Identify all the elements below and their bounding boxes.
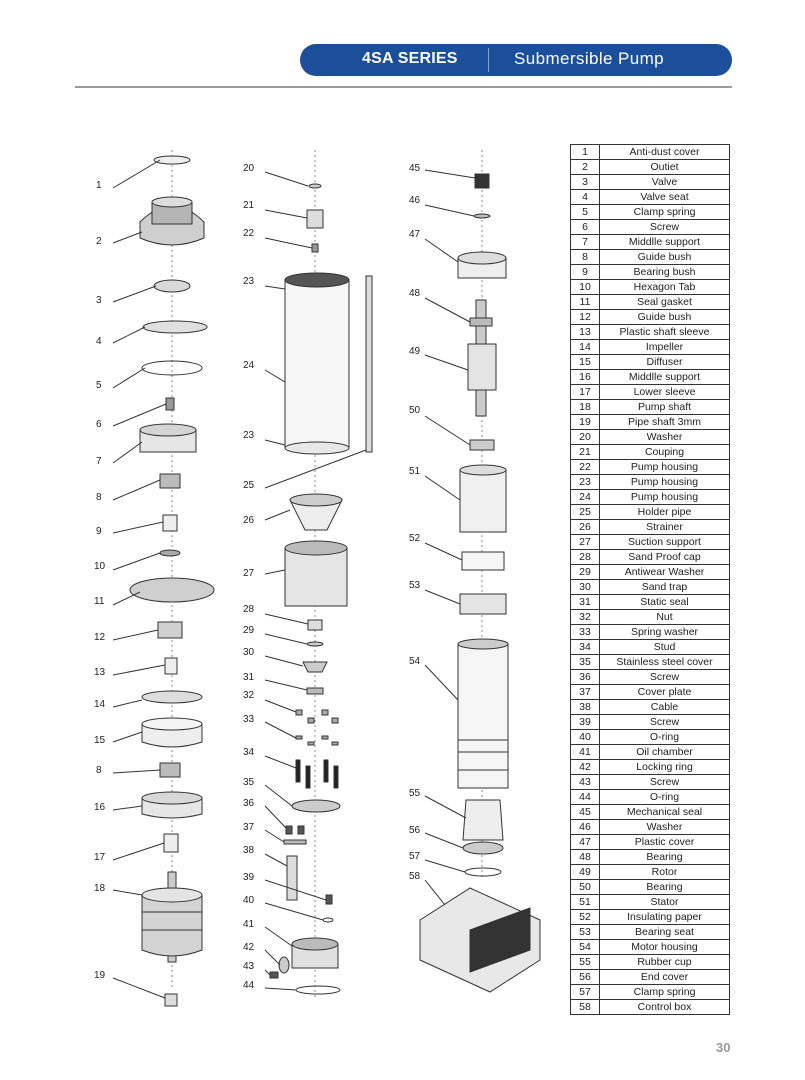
table-row: [571, 715, 730, 730]
part-name-cell: Cover plate: [600, 685, 730, 700]
callout-label: 18: [94, 883, 106, 894]
table-row: [571, 955, 730, 970]
table-row: [571, 730, 730, 745]
table-row: [571, 775, 730, 790]
part-name-cell: Antiwear Washer: [600, 565, 730, 580]
part-number-cell: 32: [571, 610, 600, 625]
callout-label: 2: [96, 236, 102, 247]
part-number-cell: 54: [571, 940, 600, 955]
part-number-cell: 41: [571, 745, 600, 760]
part-number-cell: 25: [571, 505, 600, 520]
part-name-cell: Pump housing: [600, 460, 730, 475]
part-number-cell: 26: [571, 520, 600, 535]
part-name-cell: Rotor: [600, 865, 730, 880]
part-name-cell: Bearing bush: [600, 265, 730, 280]
part-name-cell: Motor housing: [600, 940, 730, 955]
table-row: [571, 595, 730, 610]
table-row: [571, 280, 730, 295]
part-number-cell: 20: [571, 430, 600, 445]
callout-label: 11: [94, 596, 105, 607]
part-number-cell: 44: [571, 790, 600, 805]
callout-label: 40: [243, 895, 255, 906]
part-number-cell: 47: [571, 835, 600, 850]
table-row: [571, 760, 730, 775]
callout-label: 21: [243, 200, 255, 211]
part-name-cell: Bearing: [600, 880, 730, 895]
table-row: [571, 655, 730, 670]
part-name-cell: Suction support: [600, 535, 730, 550]
table-row: [571, 370, 730, 385]
table-row: [571, 400, 730, 415]
part-number-cell: 11: [571, 295, 600, 310]
part-number-cell: 43: [571, 775, 600, 790]
table-row: [571, 640, 730, 655]
series-title: 4SA SERIES: [362, 50, 458, 67]
part-name-cell: Cable: [600, 700, 730, 715]
part-name-cell: Sand Proof cap: [600, 550, 730, 565]
callout-label: 58: [409, 871, 421, 882]
callout-label: 27: [243, 568, 255, 579]
part-number-cell: 5: [571, 205, 600, 220]
part-name-cell: Plastic shaft sleeve: [600, 325, 730, 340]
callout-label: 5: [96, 380, 102, 391]
table-row: [571, 505, 730, 520]
table-row: [571, 535, 730, 550]
part-number-cell: 22: [571, 460, 600, 475]
callout-label: 3: [96, 295, 102, 306]
callout-label: 28: [243, 604, 255, 615]
part-number-cell: 2: [571, 160, 600, 175]
table-row: [571, 685, 730, 700]
part-number-cell: 49: [571, 865, 600, 880]
table-row: [571, 565, 730, 580]
part-name-cell: Bearing seat: [600, 925, 730, 940]
callout-label: 55: [409, 788, 421, 799]
callout-label: 30: [243, 647, 255, 658]
part-number-cell: 35: [571, 655, 600, 670]
part-name-cell: Valve seat: [600, 190, 730, 205]
part-number-cell: 37: [571, 685, 600, 700]
callout-label: 50: [409, 405, 421, 416]
callout-label: 44: [243, 980, 255, 991]
table-row: [571, 985, 730, 1000]
callout-label: 19: [94, 970, 106, 981]
callout-label: 6: [96, 419, 102, 430]
part-name-cell: Stainless steel cover: [600, 655, 730, 670]
callout-label: 33: [243, 714, 255, 725]
callout-label: 17: [94, 852, 106, 863]
callout-label: 42: [243, 942, 255, 953]
callout-label: 51: [409, 466, 421, 477]
callout-label: 45: [409, 163, 421, 174]
table-row: [571, 415, 730, 430]
part-name-cell: Screw: [600, 220, 730, 235]
part-number-cell: 19: [571, 415, 600, 430]
part-name-cell: O-ring: [600, 730, 730, 745]
part-number-cell: 7: [571, 235, 600, 250]
callout-label: 4: [96, 336, 102, 347]
part-name-cell: Screw: [600, 670, 730, 685]
part-number-cell: 14: [571, 340, 600, 355]
part-number-cell: 3: [571, 175, 600, 190]
callout-label: 13: [94, 667, 106, 678]
callout-label: 38: [243, 845, 255, 856]
part-number-cell: 9: [571, 265, 600, 280]
part-number-cell: 34: [571, 640, 600, 655]
table-row: [571, 970, 730, 985]
table-row: [571, 220, 730, 235]
table-row: [571, 880, 730, 895]
part-name-cell: Strainer: [600, 520, 730, 535]
table-row: [571, 430, 730, 445]
callout-label: 9: [96, 526, 102, 537]
table-row: [571, 475, 730, 490]
part-name-cell: Pump shaft: [600, 400, 730, 415]
part-name-cell: Middlle support: [600, 235, 730, 250]
table-row: [571, 550, 730, 565]
part-number-cell: 10: [571, 280, 600, 295]
table-row: [571, 340, 730, 355]
part-name-cell: Control box: [600, 1000, 730, 1015]
table-row: [571, 490, 730, 505]
part-name-cell: Locking ring: [600, 760, 730, 775]
table-row: [571, 160, 730, 175]
part-number-cell: 4: [571, 190, 600, 205]
part-number-cell: 23: [571, 475, 600, 490]
part-number-cell: 27: [571, 535, 600, 550]
part-number-cell: 52: [571, 910, 600, 925]
table-row: [571, 940, 730, 955]
callout-label: 57: [409, 851, 421, 862]
callout-label: 31: [243, 672, 255, 683]
callout-label: 24: [243, 360, 255, 371]
part-number-cell: 46: [571, 820, 600, 835]
part-number-cell: 56: [571, 970, 600, 985]
part-number-cell: 50: [571, 880, 600, 895]
part-name-cell: Pipe shaft 3mm: [600, 415, 730, 430]
callout-label: 15: [94, 735, 106, 746]
table-row: [571, 145, 730, 160]
table-row: [571, 610, 730, 625]
part-name-cell: Mechanical seal: [600, 805, 730, 820]
part-name-cell: Impeller: [600, 340, 730, 355]
table-row: [571, 460, 730, 475]
callout-label: 43: [243, 961, 255, 972]
table-row: [571, 580, 730, 595]
part-number-cell: 42: [571, 760, 600, 775]
callout-label: 1: [96, 180, 102, 191]
part-number-cell: 1: [571, 145, 600, 160]
part-name-cell: End cover: [600, 970, 730, 985]
part-number-cell: 6: [571, 220, 600, 235]
table-row: [571, 805, 730, 820]
part-number-cell: 17: [571, 385, 600, 400]
table-row: [571, 670, 730, 685]
callout-label: 47: [409, 229, 421, 240]
table-row: [571, 910, 730, 925]
callout-label: 8: [96, 492, 102, 503]
part-name-cell: Seal gasket: [600, 295, 730, 310]
part-name-cell: Plastic cover: [600, 835, 730, 850]
part-name-cell: Stud: [600, 640, 730, 655]
part-name-cell: Guide bush: [600, 310, 730, 325]
part-number-cell: 45: [571, 805, 600, 820]
part-name-cell: Oil chamber: [600, 745, 730, 760]
table-row: [571, 310, 730, 325]
part-name-cell: Clamp spring: [600, 985, 730, 1000]
part-number-cell: 51: [571, 895, 600, 910]
part-name-cell: Guide bush: [600, 250, 730, 265]
part-number-cell: 31: [571, 595, 600, 610]
part-number-cell: 30: [571, 580, 600, 595]
table-row: [571, 700, 730, 715]
part-name-cell: Bearing: [600, 850, 730, 865]
callout-label: 56: [409, 825, 421, 836]
part-number-cell: 29: [571, 565, 600, 580]
part-name-cell: Stator: [600, 895, 730, 910]
callout-label: 22: [243, 228, 255, 239]
part-name-cell: Anti-dust cover: [600, 145, 730, 160]
part-name-cell: Rubber cup: [600, 955, 730, 970]
part-name-cell: Outiet: [600, 160, 730, 175]
part-name-cell: Middlle support: [600, 370, 730, 385]
part-name-cell: Lower sleeve: [600, 385, 730, 400]
table-row: [571, 520, 730, 535]
callout-label: 23: [243, 276, 255, 287]
table-row: [571, 445, 730, 460]
table-row: [571, 820, 730, 835]
part-number-cell: 16: [571, 370, 600, 385]
part-number-cell: 53: [571, 925, 600, 940]
callout-label: 14: [94, 699, 106, 710]
part-number-cell: 13: [571, 325, 600, 340]
part-name-cell: O-ring: [600, 790, 730, 805]
part-number-cell: 15: [571, 355, 600, 370]
part-name-cell: Nut: [600, 610, 730, 625]
part-name-cell: Valve: [600, 175, 730, 190]
part-name-cell: Insulating paper: [600, 910, 730, 925]
callout-label: 54: [409, 656, 421, 667]
part-name-cell: Couping: [600, 445, 730, 460]
part-name-cell: Holder pipe: [600, 505, 730, 520]
table-row: [571, 355, 730, 370]
part-number-cell: 40: [571, 730, 600, 745]
part-number-cell: 8: [571, 250, 600, 265]
callout-label: 23: [243, 430, 255, 441]
table-row: [571, 835, 730, 850]
part-name-cell: Pump housing: [600, 490, 730, 505]
part-name-cell: Pump housing: [600, 475, 730, 490]
table-row: [571, 895, 730, 910]
part-name-cell: Washer: [600, 820, 730, 835]
callout-label: 36: [243, 798, 255, 809]
table-row: [571, 235, 730, 250]
part-number-cell: 12: [571, 310, 600, 325]
part-name-cell: Spring washer: [600, 625, 730, 640]
callout-label: 12: [94, 632, 106, 643]
part-number-cell: 28: [571, 550, 600, 565]
part-number-cell: 21: [571, 445, 600, 460]
table-row: [571, 625, 730, 640]
part-name-cell: Washer: [600, 430, 730, 445]
part-number-cell: 38: [571, 700, 600, 715]
table-row: [571, 265, 730, 280]
callout-label: 26: [243, 515, 255, 526]
callout-label: 25: [243, 480, 255, 491]
part-number-cell: 39: [571, 715, 600, 730]
part-name-cell: Screw: [600, 775, 730, 790]
parts-list-table: [570, 144, 730, 1015]
part-number-cell: 18: [571, 400, 600, 415]
table-row: [571, 850, 730, 865]
part-name-cell: Sand trap: [600, 580, 730, 595]
series-subtitle: Submersible Pump: [514, 49, 665, 68]
part-name-cell: Hexagon Tab: [600, 280, 730, 295]
part-number-cell: 55: [571, 955, 600, 970]
part-number-cell: 24: [571, 490, 600, 505]
table-row: [571, 1000, 730, 1015]
part-name-cell: Static seal: [600, 595, 730, 610]
callout-label: 34: [243, 747, 255, 758]
table-row: [571, 205, 730, 220]
part-number-cell: 33: [571, 625, 600, 640]
table-row: [571, 250, 730, 265]
part-number-cell: 48: [571, 850, 600, 865]
callout-label: 29: [243, 625, 255, 636]
callout-label: 10: [94, 561, 106, 572]
table-row: [571, 925, 730, 940]
part-number-cell: 58: [571, 1000, 600, 1015]
callout-label: 16: [94, 802, 106, 813]
callout-label: 49: [409, 346, 421, 357]
callout-label: 41: [243, 919, 255, 930]
table-row: [571, 295, 730, 310]
table-row: [571, 745, 730, 760]
callout-label: 53: [409, 580, 421, 591]
part-number-cell: 36: [571, 670, 600, 685]
table-row: [571, 175, 730, 190]
page-number: 30: [716, 1040, 731, 1055]
callout-label: 48: [409, 288, 421, 299]
callout-label: 46: [409, 195, 421, 206]
callout-label: 35: [243, 777, 255, 788]
part-name-cell: Diffuser: [600, 355, 730, 370]
table-row: [571, 790, 730, 805]
callout-label: 52: [409, 533, 421, 544]
callout-label: 8: [96, 765, 102, 776]
table-row: [571, 190, 730, 205]
callout-label: 20: [243, 163, 255, 174]
callout-label: 39: [243, 872, 255, 883]
callout-label: 37: [243, 822, 255, 833]
table-row: [571, 385, 730, 400]
part-number-cell: 57: [571, 985, 600, 1000]
part-name-cell: Clamp spring: [600, 205, 730, 220]
callout-label: 7: [96, 456, 102, 467]
callout-label: 32: [243, 690, 255, 701]
part-name-cell: Screw: [600, 715, 730, 730]
table-row: [571, 865, 730, 880]
table-row: [571, 325, 730, 340]
